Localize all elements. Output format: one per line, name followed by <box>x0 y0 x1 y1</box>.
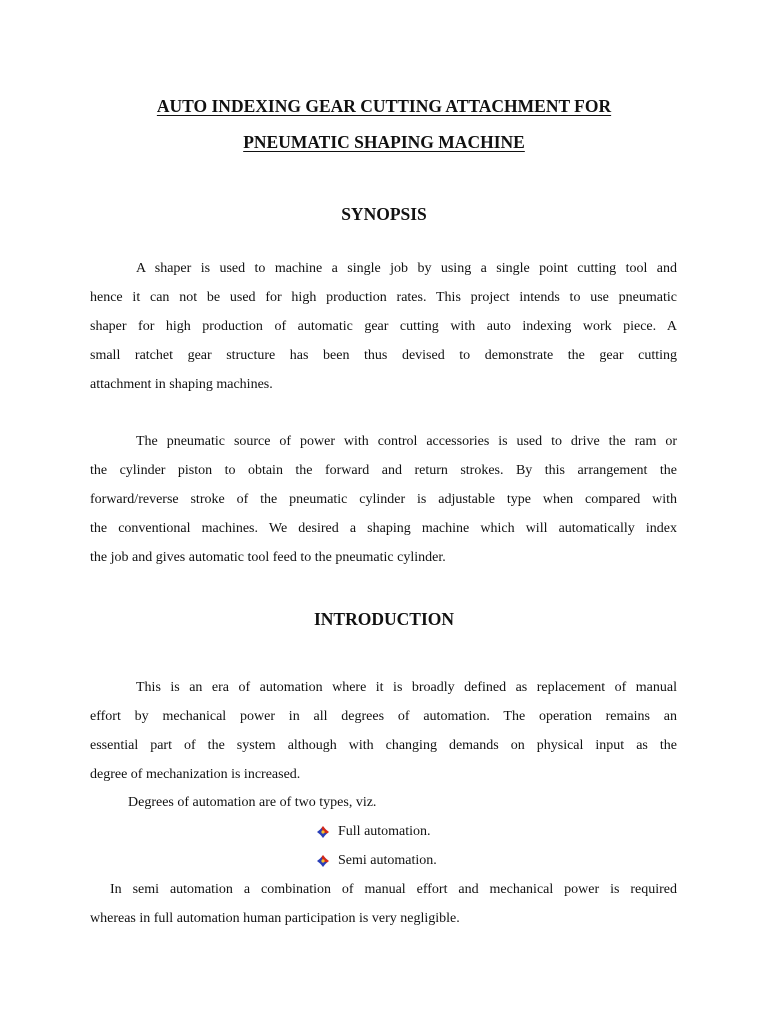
introduction-paragraph-2 <box>90 875 677 933</box>
paragraph-line: small ratchet gear structure has been thus devised to demonstrate the gear cutting <box>90 348 677 363</box>
arrow-bullet-icon <box>316 854 330 868</box>
introduction-paragraph-1 <box>90 673 677 789</box>
synopsis-paragraph-1 <box>90 254 677 399</box>
paragraph-line: A shaper is used to machine a single job by using a single point cutting tool and <box>136 261 677 276</box>
introduction-heading: INTRODUCTION <box>313 609 455 629</box>
bullet-label: Semi automation. <box>338 853 437 868</box>
bullet-item-semi-automation <box>316 846 437 875</box>
paragraph-line: forward/reverse stroke of the pneumatic cylinder is adjustable type when compared with <box>90 492 677 507</box>
paragraph-line: the cylinder piston to obtain the forward and return strokes. By this arrangement the <box>90 463 677 478</box>
paragraph-line: essential part of the system although with changing demands on physical input as the <box>90 738 677 753</box>
degrees-of-automation-line: Degrees of automation are of two types, viz. <box>128 795 377 810</box>
bullet-item-full-automation <box>316 817 431 846</box>
document-title-line-1: AUTO INDEXING GEAR CUTTING ATTACHMENT FOR <box>156 96 612 116</box>
paragraph-line: whereas in full automation human participation is very negligible. <box>90 911 460 926</box>
paragraph-line: attachment in shaping machines. <box>90 377 273 392</box>
synopsis-heading: SYNOPSIS <box>341 204 427 224</box>
paragraph-line: effort by mechanical power in all degrees of automation. The operation remains an <box>90 709 677 724</box>
paragraph-line: This is an era of automation where it is broadly defined as replacement of manual <box>136 680 677 695</box>
arrow-bullet-icon <box>316 825 330 839</box>
synopsis-paragraph-2 <box>90 427 677 572</box>
bullet-label: Full automation. <box>338 824 431 839</box>
paragraph-line: the job and gives automatic tool feed to the pneumatic cylinder. <box>90 550 446 565</box>
paragraph-line: In semi automation a combination of manual effort and mechanical power is required <box>110 882 677 897</box>
paragraph-line: shaper for high production of automatic gear cutting with auto indexing work piece. A <box>90 319 677 334</box>
paragraph-line: The pneumatic source of power with control accessories is used to drive the ram or <box>136 434 677 449</box>
paragraph-line: hence it can not be used for high production rates. This project intends to use pneumatic <box>90 290 677 305</box>
paragraph-line: degree of mechanization is increased. <box>90 767 301 782</box>
document-title-line-2: PNEUMATIC SHAPING MACHINE <box>243 132 525 152</box>
paragraph-line: the conventional machines. We desired a shaping machine which will automatically index <box>90 521 677 536</box>
